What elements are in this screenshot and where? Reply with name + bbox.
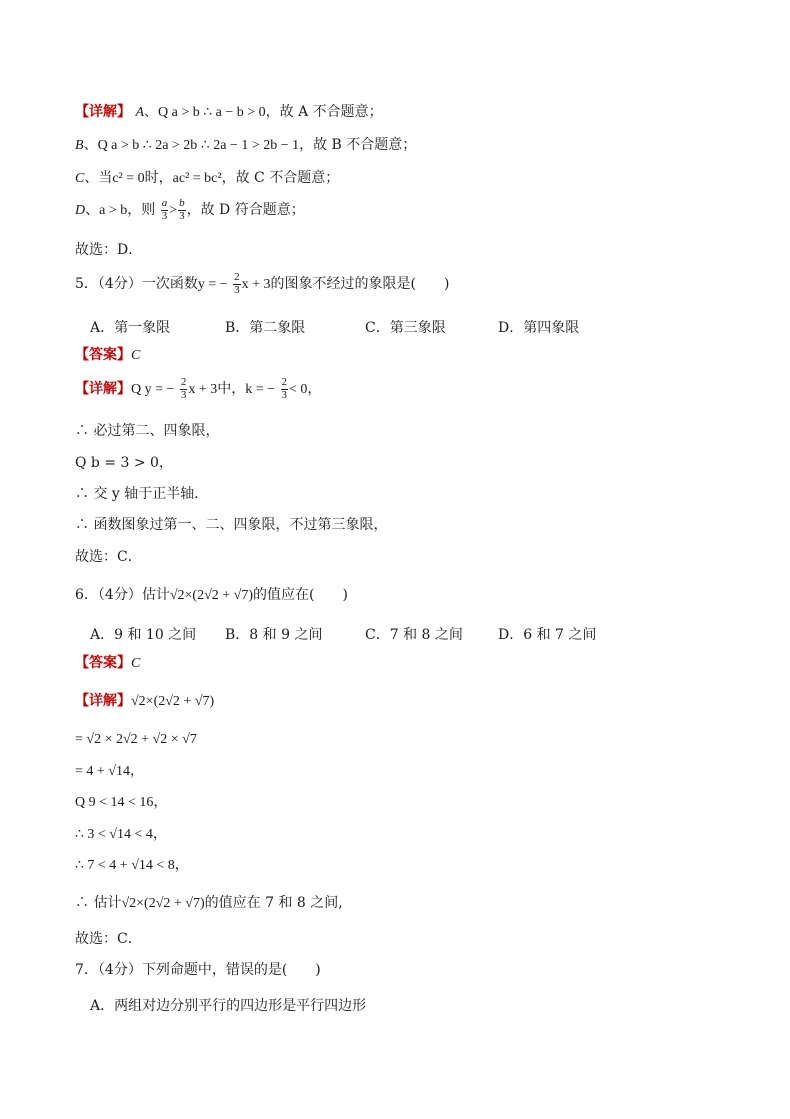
q5-option-c: C．第三象限 (365, 320, 446, 336)
q6-stem: 6．（4分）估计√2×(2√2 + √7)的值应在( ) (75, 587, 348, 603)
q5-option-d: D．第四象限 (498, 320, 580, 336)
fraction-2-over-3: $\frac{2}{3}$ (281, 376, 288, 401)
fraction-2-over-3: $\frac{2}{3}$ (234, 271, 240, 296)
q5-detail-2: ∴ 必过第二、四象限， (75, 423, 220, 439)
q6-detail-1: 【详解】√2×(2√2 + √7) (75, 693, 215, 709)
fraction-2-over-3: $\frac{2}{3}$ (180, 376, 187, 401)
q5-answer: 【答案】C (75, 347, 141, 363)
sqrt-expression: √2×(2√2 + √7) (169, 588, 253, 603)
q6-option-b: B．8 和 9 之间 (225, 627, 323, 643)
q6-detail-2: = √2 × 2√2 + √2 × √7 (75, 732, 197, 747)
q6-conclusion: 故选：C． (75, 931, 142, 947)
q5-option-b: B．第二象限 (225, 320, 306, 336)
q6-answer: 【答案】C (75, 655, 141, 671)
q4-detail-d: D、a > b，则 $\frac{a}{3}$ > $\frac{b}{3}$ ，故 D 符合题意； (75, 197, 305, 222)
q6-detail-3: = 4 + √14， (75, 764, 144, 779)
q5-detail-4: ∴ 交 y 轴于正半轴． (75, 486, 209, 502)
q6-detail-4: Q 9 < 14 < 16， (75, 795, 168, 810)
fraction-a-over-3: $\frac{a}{3}$ (161, 197, 168, 222)
q5-stem: 5．（4分）一次函数y = − $\frac{2}{3}$ x + 3的图象不经过的象限是( ) (75, 271, 450, 296)
q4-detail-c: C、当c² = 0时，ac² = bc²，故 C 不合题意； (75, 170, 340, 186)
q5-detail-3: Q b = 3 > 0， (75, 455, 173, 471)
q7-stem: 7．（4分）下列命题中，错误的是( ) (75, 962, 321, 978)
q5-option-a: A．第一象限 (90, 320, 171, 336)
q6-detail-6: ∴ 7 < 4 + √14 < 8， (75, 858, 189, 873)
q5-conclusion: 故选：C． (75, 549, 142, 565)
q4-detail-a: 【详解】 A、Q a > b ∴ a − b > 0，故 A 不合题意； (75, 104, 383, 120)
q6-option-d: D．6 和 7 之间 (498, 627, 597, 643)
q6-option-c: C．7 和 8 之间 (365, 627, 463, 643)
q6-option-a: A．9 和 10 之间 (90, 627, 197, 643)
q5-detail-5: ∴ 函数图象过第一、二、四象限，不过第三象限， (75, 517, 388, 533)
detail-tag: 【详解】 (75, 104, 131, 120)
q7-option-a: A．两组对边分别平行的四边形是平行四边形 (90, 998, 367, 1014)
q6-detail-5: ∴ 3 < √14 < 4， (75, 827, 167, 842)
q6-detail-7: ∴ 估计√2×(2√2 + √7)的值应在 7 和 8 之间, (75, 895, 343, 911)
q4-detail-b: B、Q a > b ∴ 2a > 2b ∴ 2a − 1 > 2b − 1，故 B 不合题意； (75, 137, 417, 153)
fraction-b-over-3: $\frac{b}{3}$ (179, 197, 185, 222)
q4-conclusion: 故选：D． (75, 242, 143, 258)
q5-detail-1: 【详解】Q y = − $\frac{2}{3}$ x + 3中，k = − $\frac{2}{3}$ < 0， (75, 376, 322, 401)
